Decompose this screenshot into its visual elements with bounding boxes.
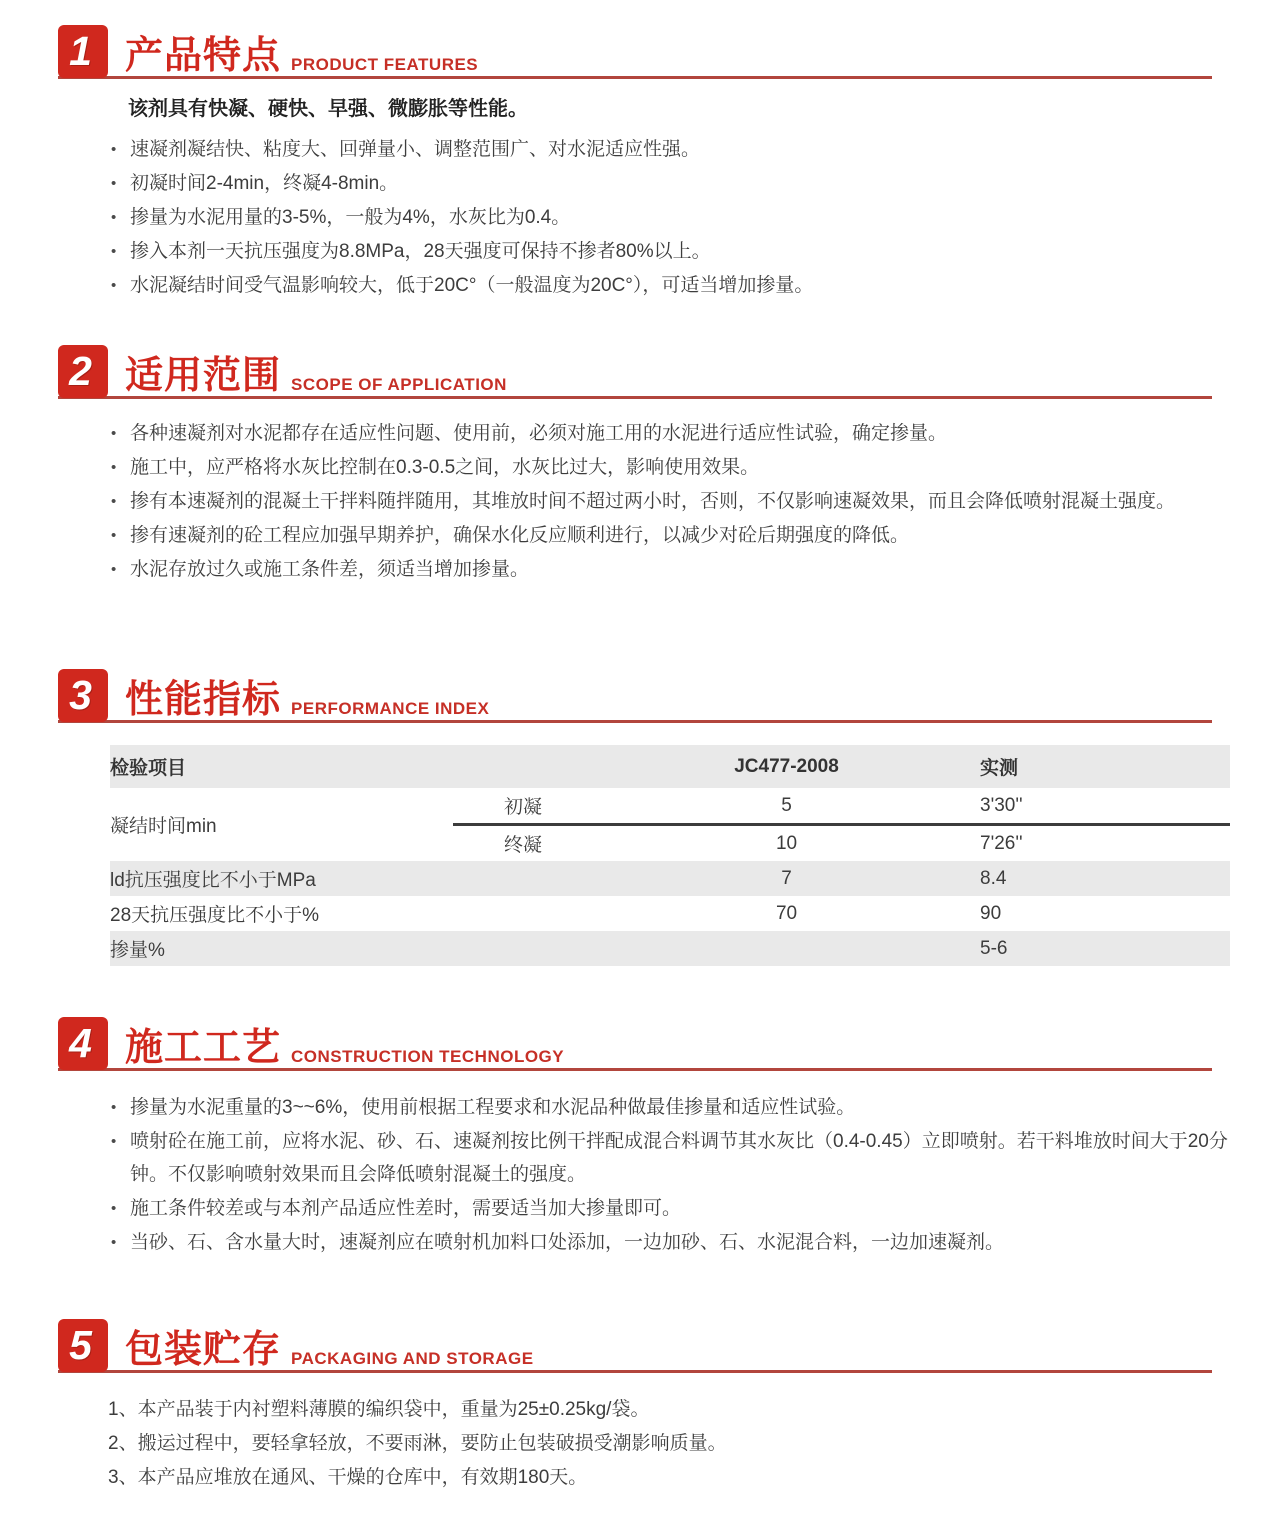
col-header-standard: JC477-2008 xyxy=(593,745,980,788)
section-title: 性能指标 xyxy=(125,679,282,721)
section-number: 5 xyxy=(69,1322,92,1368)
bullet-item: • 施工条件较差或与本剂产品适应性差时，需要适当加大掺量即可。 xyxy=(108,1192,1230,1225)
bullet-item: • 速凝剂凝结快、粘度大、回弹量小、调整范围广、对水泥适应性强。 xyxy=(108,133,1230,166)
table-cell xyxy=(593,931,980,966)
section-product-features xyxy=(0,20,1280,302)
table-cell: 5-6 xyxy=(980,931,1230,966)
performance-table xyxy=(110,745,1230,966)
section-subtitle: PRODUCT FEATURES xyxy=(291,55,479,74)
packaging-list xyxy=(108,1393,1230,1495)
table-cell: 28天抗压强度比不小于% xyxy=(110,896,593,931)
bullet-item: • 喷射砼在施工前，应将水泥、砂、石、速凝剂按比例干拌配成混合料调节其水灰比（0.4-0.45）立即喷射。若干料堆放时间大于20分钟。不仅影响喷射效果而且会降低喷射混凝土的强度。 xyxy=(108,1125,1230,1191)
bullet-item: • 掺有速凝剂的砼工程应加强早期养护，确保水化反应顺利进行，以减少对砼后期强度的降低。 xyxy=(108,519,1230,552)
section-header xyxy=(58,664,1212,723)
section-title: 施工工艺 xyxy=(125,1027,282,1069)
bullet-item: • 施工中，应严格将水灰比控制在0.3-0.5之间，水灰比过大，影响使用效果。 xyxy=(108,451,1230,484)
table-cell: 初凝 xyxy=(453,788,593,825)
table-cell: 7'26'' xyxy=(980,825,1230,862)
row-group-label: 凝结时间min xyxy=(110,788,453,861)
table-cell: 3'30'' xyxy=(980,788,1230,825)
table-cell: 7 xyxy=(593,861,980,896)
section-scope-of-application xyxy=(0,340,1280,586)
section-performance-index xyxy=(0,664,1280,966)
section-number-badge xyxy=(58,1017,108,1070)
table-cell: 10 xyxy=(593,825,980,862)
table-cell: 8.4 xyxy=(980,861,1230,896)
section-number: 2 xyxy=(69,348,92,394)
section-header xyxy=(58,20,1212,79)
table-cell: 终凝 xyxy=(453,825,593,862)
table-cell: 掺量% xyxy=(110,931,593,966)
numbered-item: 2、搬运过程中，要轻拿轻放，不要雨淋，要防止包装破损受潮影响质量。 xyxy=(108,1433,727,1454)
section-header xyxy=(58,1314,1212,1373)
numbered-item: 3、本产品应堆放在通风、干燥的仓库中，有效期180天。 xyxy=(108,1467,588,1488)
table-row-28d-strength xyxy=(110,896,1230,931)
bullet-item: • 掺入本剂一天抗压强度为8.8MPa，28天强度可保持不掺者80%以上。 xyxy=(108,235,1230,268)
col-header-measured: 实测 xyxy=(980,745,1230,788)
construction-list xyxy=(108,1091,1230,1259)
table-cell: ld抗压强度比不小于MPa xyxy=(110,861,593,896)
table-cell: 70 xyxy=(593,896,980,931)
section-subtitle: CONSTRUCTION TECHNOLOGY xyxy=(291,1047,565,1066)
section-subtitle: PACKAGING AND STORAGE xyxy=(291,1349,534,1368)
section-number-badge xyxy=(58,669,108,722)
section-number: 4 xyxy=(69,1020,92,1066)
section-packaging-and-storage xyxy=(0,1314,1280,1495)
section-subtitle: SCOPE OF APPLICATION xyxy=(291,375,507,394)
bullet-item: • 水泥凝结时间受气温影响较大，低于20C°（一般温度为20C°），可适当增加掺量。 xyxy=(108,269,1230,302)
bullet-item: • 掺量为水泥重量的3~~6%，使用前根据工程要求和水泥品种做最佳掺量和适应性试验。 xyxy=(108,1091,1230,1124)
section-title: 包装贮存 xyxy=(125,1329,282,1371)
section-number-badge xyxy=(58,1319,108,1372)
bullet-item: • 掺有本速凝剂的混凝土干拌料随拌随用，其堆放时间不超过两小时，否则，不仅影响速凝效果，而且会降低喷射混凝土强度。 xyxy=(108,485,1230,518)
features-intro: 该剂具有快凝、硬快、早强、微膨胀等性能。 xyxy=(128,98,528,120)
table-cell: 90 xyxy=(980,896,1230,931)
table-row-dosage xyxy=(110,931,1230,966)
col-header-test-item: 检验项目 xyxy=(110,745,593,788)
bullet-item: • 初凝时间2-4min，终凝4-8min。 xyxy=(108,167,1230,200)
section-construction-technology xyxy=(0,1012,1280,1259)
section-number-badge xyxy=(58,345,108,398)
section-number: 1 xyxy=(69,28,92,74)
table-row-1d-strength xyxy=(110,861,1230,896)
section-title: 适用范围 xyxy=(125,355,282,397)
section-subtitle: PERFORMANCE INDEX xyxy=(291,699,490,718)
section-number-badge xyxy=(58,25,108,78)
numbered-item: 1、本产品装于内衬塑料薄膜的编织袋中，重量为25±0.25kg/袋。 xyxy=(108,1399,650,1420)
scope-list xyxy=(108,417,1230,586)
section-header xyxy=(58,340,1212,399)
bullet-item: • 水泥存放过久或施工条件差，须适当增加掺量。 xyxy=(108,553,1230,586)
table-row-initial-setting xyxy=(110,788,1230,825)
bullet-item: • 当砂、石、含水量大时，速凝剂应在喷射机加料口处添加，一边加砂、石、水泥混合料，一边加速凝剂。 xyxy=(108,1226,1230,1259)
table-header-row xyxy=(110,745,1230,788)
section-title: 产品特点 xyxy=(125,35,282,77)
features-list xyxy=(108,133,1230,302)
section-header xyxy=(58,1012,1212,1071)
table-cell: 5 xyxy=(593,788,980,825)
bullet-item: • 掺量为水泥用量的3-5%，一般为4%，水灰比为0.4。 xyxy=(108,201,1230,234)
bullet-item: • 各种速凝剂对水泥都存在适应性问题、使用前，必须对施工用的水泥进行适应性试验，确定掺量。 xyxy=(108,417,1230,450)
section-number: 3 xyxy=(69,672,92,718)
